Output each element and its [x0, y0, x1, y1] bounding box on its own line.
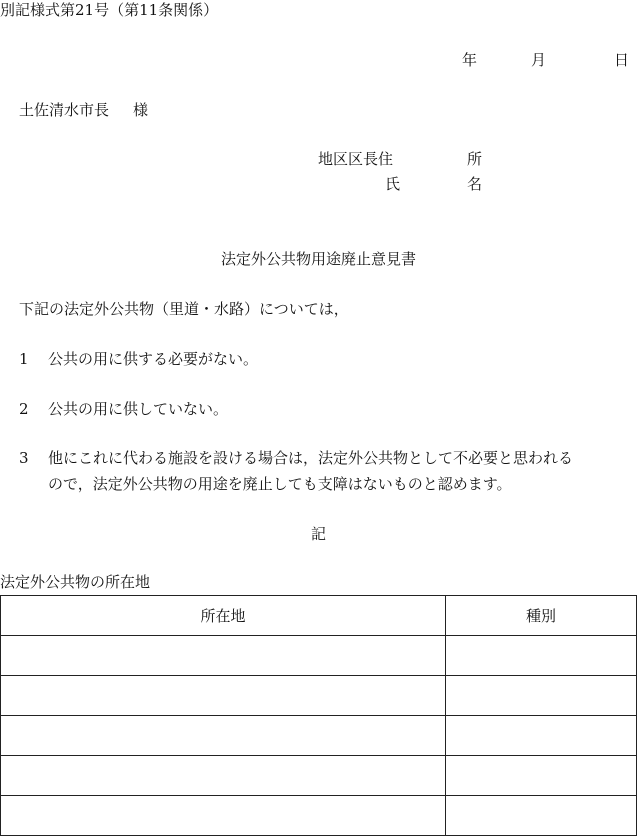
addressee: [19, 100, 148, 120]
item-text-continuation: ので，法定外公共物の用途を廃止しても支障はないものと認めます。: [48, 475, 512, 493]
location-table: [0, 595, 637, 836]
document-title: 法定外公共物用途廃止意見書: [220, 250, 416, 268]
table-caption: 法定外公共物の所在地: [0, 573, 151, 591]
location-cell: [1, 716, 446, 756]
location-cell: [1, 796, 446, 836]
table-header-row: [1, 596, 637, 636]
table-row: [1, 716, 637, 756]
ki-heading: 記: [310, 525, 326, 543]
applicant-address-suffix: 所: [467, 150, 483, 168]
date-year-label: 年: [462, 51, 478, 69]
applicant-name-label: 氏: [385, 175, 401, 193]
table-row: [1, 796, 637, 836]
item-text: 他にこれに代わる施設を設ける場合は，法定外公共物として不必要と思われる: [48, 449, 574, 467]
table-row: [1, 636, 637, 676]
item-number: 2: [19, 400, 29, 418]
list-item: [19, 349, 258, 369]
intro-text: 下記の法定外公共物（里道・水路）については，: [19, 300, 349, 318]
location-cell: [1, 756, 446, 796]
header-type: 種別: [446, 596, 637, 636]
item-text: 公共の用に供する必要がない。: [48, 350, 259, 368]
date-month-label: 月: [531, 51, 547, 69]
type-cell: [446, 756, 637, 796]
location-cell: [1, 676, 446, 716]
type-cell: [446, 676, 637, 716]
form-number: 別記様式第21号（第11条関係）: [0, 1, 219, 19]
table-row: [1, 676, 637, 716]
header-location: 所在地: [1, 596, 446, 636]
applicant-address-label: 地区区長住: [318, 150, 394, 168]
addressee-name: 土佐清水市長: [19, 101, 110, 119]
applicant-name-suffix: 名: [467, 175, 483, 193]
type-cell: [446, 716, 637, 756]
type-cell: [446, 636, 637, 676]
table-row: [1, 756, 637, 796]
date-day-label: 日: [614, 51, 630, 69]
item-number: 3: [19, 449, 29, 467]
list-item: [19, 399, 228, 419]
addressee-honorific: 様: [133, 101, 149, 119]
item-number: 1: [19, 350, 29, 368]
list-item: [19, 448, 573, 468]
location-cell: [1, 636, 446, 676]
item-text: 公共の用に供していない。: [48, 400, 229, 418]
type-cell: [446, 796, 637, 836]
